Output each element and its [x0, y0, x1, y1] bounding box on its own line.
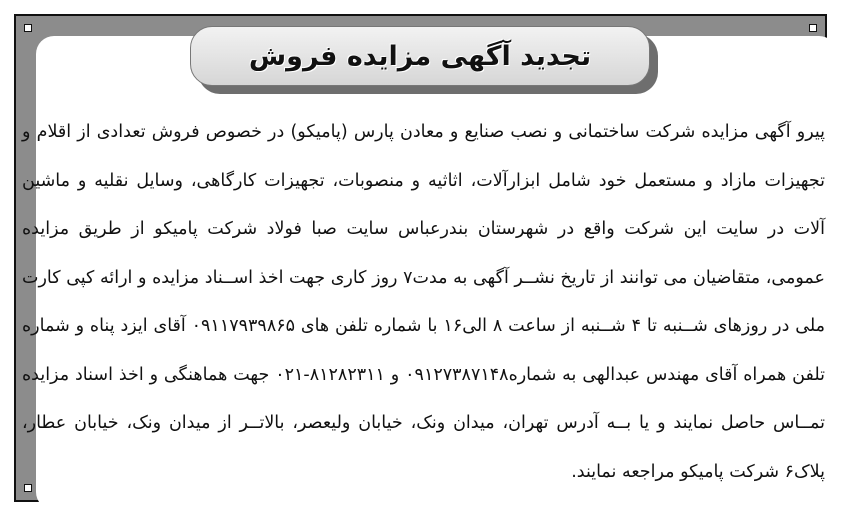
- corner-ornament-top-right: [809, 24, 817, 32]
- corner-ornament-top-left: [24, 24, 32, 32]
- ad-title: تجدید آگهی مزایده فروش: [248, 40, 592, 72]
- title-box: [190, 26, 650, 86]
- title-banner: [190, 26, 650, 86]
- ad-body-text: پیرو آگهی مزایده شرکت ساختمانی و نصب صنایع و معادن پارس (پامیکو) در خصوص فروش تعدادی از اقلام و تجهیزات مازاد و مستعمل خود شامل ابزارآلات، اثاثیه و منصوبات، تجهیزات کارگاهی، وسایل نقلیه و ماشین آلات در سایت این شرکت واقع در شهرستان بندرعباس سایت صبا فولاد شرکت پامیکو از طریق مزایده عمومی، متقاضیان می توانند از تاریخ نشــر آگهی به مدت۷ روز کاری جهت اخذ اســناد مزایده و ارائه کپی کارت ملی در روزهای شــنبه تا ۴ شــنبه از ساعت ۸ الی۱۶ با شماره تلفن های ۰۹۱۱۷۹۳۹۸۶۵ آقای ایزد پناه و شماره تلفن همراه آقای مهندس عبدالهی به شماره۰۹۱۲۷۳۸۷۱۴۸ و ۸۱۲۸۲۳۱۱-۰۲۱ جهت هماهنگی و اخذ اسناد مزایده تمــاس حاصل نمایند و یا بــه آدرس تهران، میدان ونک، خیابان ولیعصر، بالاتــر از میدان ونک، خیابان عطار، پلاک۶ شرکت پامیکو مراجعه نمایند.: [22, 122, 826, 482]
